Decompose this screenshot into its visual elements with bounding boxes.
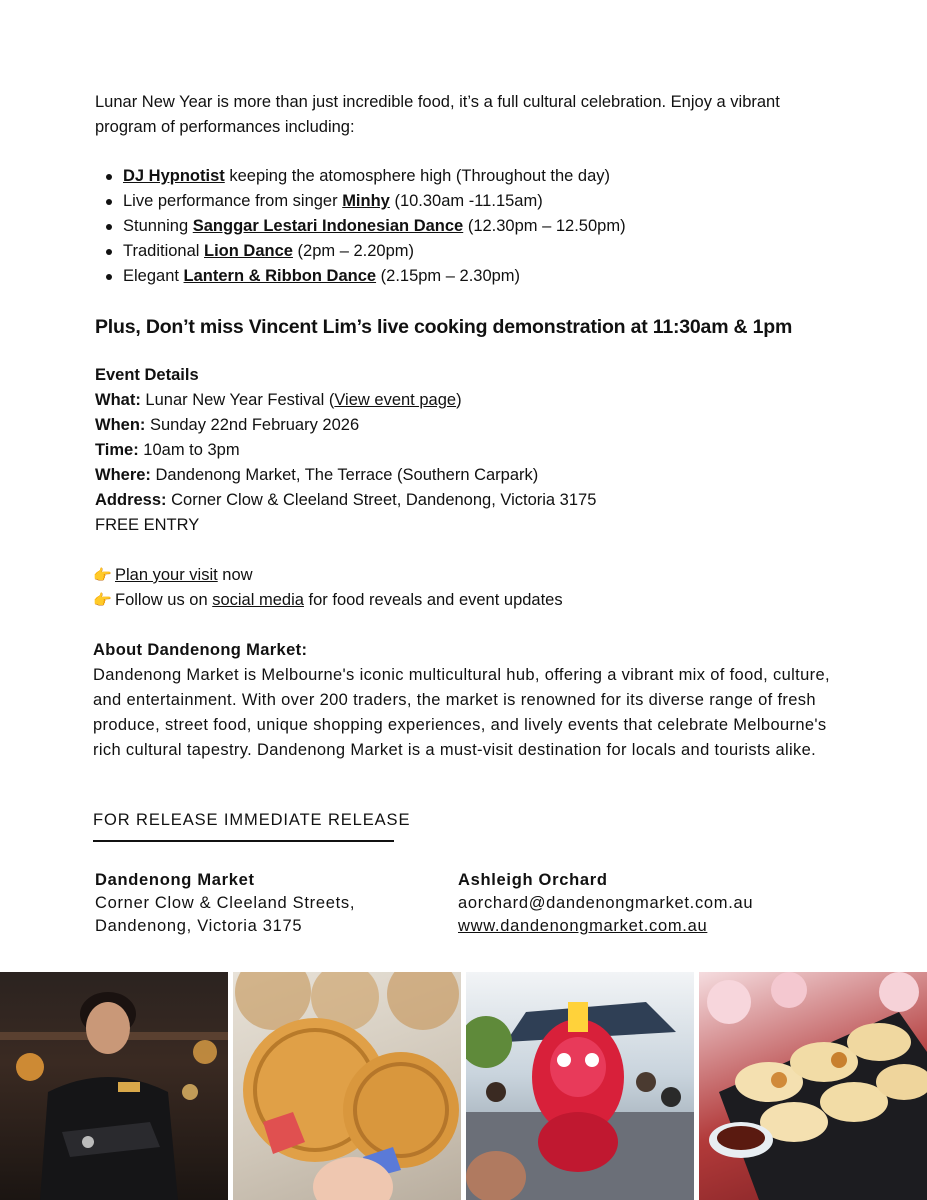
list-item [123,164,843,189]
lantern-ribbon-link[interactable]: Lantern & Ribbon Dance [183,267,377,285]
lion-dance-illustration [466,972,694,1200]
release-heading: FOR RELEASE IMMEDIATE RELEASE [93,811,394,842]
contact-name: Dandenong Market [95,871,255,889]
about-title: About Dandenong Market: [93,641,308,659]
where-row [95,463,855,488]
address-value: Corner Clow & Cleeland Street, Dandenong, Victoria 3175 [166,491,597,509]
pointing-hand-icon: 👉 [93,592,112,609]
address-line-2: Dandenong, Victoria 3175 [95,917,303,935]
dumplings-photo [699,972,927,1200]
chocolate-coins-photo [233,972,461,1200]
plan-visit-row [93,563,853,588]
item-text: (12.30pm – 12.50pm) [463,217,626,235]
dumplings-illustration [699,972,927,1200]
item-text: (2.15pm – 2.30pm) [376,267,521,285]
address-line-1: Corner Clow & Cleeland Streets, [95,894,356,912]
item-text: keeping the atomosphere high (Throughout the day) [224,167,611,185]
free-entry: FREE ENTRY [95,516,200,534]
details-title: Event Details [95,366,199,384]
list-item [123,214,843,239]
address-label: Address: [95,491,167,509]
where-value: Dandenong Market, The Terrace (Southern Carpark) [150,466,539,484]
contact-name: Ashleigh Orchard [458,871,608,889]
when-value: Sunday 22nd February 2026 [145,416,360,434]
plan-your-visit-link[interactable]: Plan your visit [115,566,218,584]
social-row [93,588,853,613]
where-label: Where: [95,466,151,484]
contact-email: aorchard@dandenongmarket.com.au [458,894,754,912]
item-text: Traditional [123,242,205,260]
when-label: When: [95,416,146,434]
chef-illustration [0,972,228,1200]
social-prefix: Follow us on [115,591,213,609]
event-details [95,363,855,538]
intro-paragraph: Lunar New Year is more than just incredible food, it’s a full cultural celebration. Enjoy a vibrant program of performances including: [95,93,780,136]
pointing-hand-icon: 👉 [93,567,112,584]
view-event-page-link[interactable]: View event page [334,391,457,409]
visit-section [93,563,853,613]
performance-list [123,164,843,289]
social-suffix: for food reveals and event updates [303,591,563,609]
market-contact [95,869,435,938]
time-label: Time: [95,441,139,459]
what-row [95,388,855,413]
media-contact [458,869,878,938]
item-text: Elegant [123,267,184,285]
address-row [95,488,855,513]
time-row [95,438,855,463]
social-media-link[interactable]: social media [212,591,304,609]
item-text: (2pm – 2.20pm) [292,242,415,260]
cooking-demo-heading: Plus, Don’t miss Vincent Lim’s live cooking demonstration at 11:30am & 1pm [95,316,793,338]
minhy-link[interactable]: Minhy [342,192,390,210]
item-text: Live performance from singer [123,192,343,210]
plan-visit-suffix: now [217,566,253,584]
lion-dance-link[interactable]: Lion Dance [204,242,293,260]
time-value: 10am to 3pm [138,441,240,459]
about-body: Dandenong Market is Melbourne's iconic multicultural hub, offering a vibrant mix of food, culture, and entertainment. With over 200 traders, the market is renowned for its diverse range of fresh produce, street food, unique shopping experiences, and lively events that celebrate Melbourne's rich cultural tapestry. Dandenong Market is a must-visit destination for locals and tourists alike. [93,666,830,759]
list-item [123,264,843,289]
about-section [93,638,838,763]
list-item [123,239,843,264]
item-text: (10.30am -11.15am) [389,192,543,210]
item-text: Stunning [123,217,193,235]
when-row [95,413,855,438]
sanggar-lestari-link[interactable]: Sanggar Lestari Indonesian Dance [192,217,464,235]
list-item [123,189,843,214]
dj-hypnotist-link[interactable]: DJ Hypnotist [123,167,225,185]
photo-strip [0,972,927,1200]
coins-illustration [233,972,461,1200]
website-link[interactable]: www.dandenongmarket.com.au [458,917,708,935]
what-value: Lunar New Year Festival ( [140,391,335,409]
event-details-title [95,363,855,388]
lion-dance-photo [466,972,694,1200]
chef-photo [0,972,228,1200]
what-close: ) [456,391,462,409]
what-label: What: [95,391,141,409]
